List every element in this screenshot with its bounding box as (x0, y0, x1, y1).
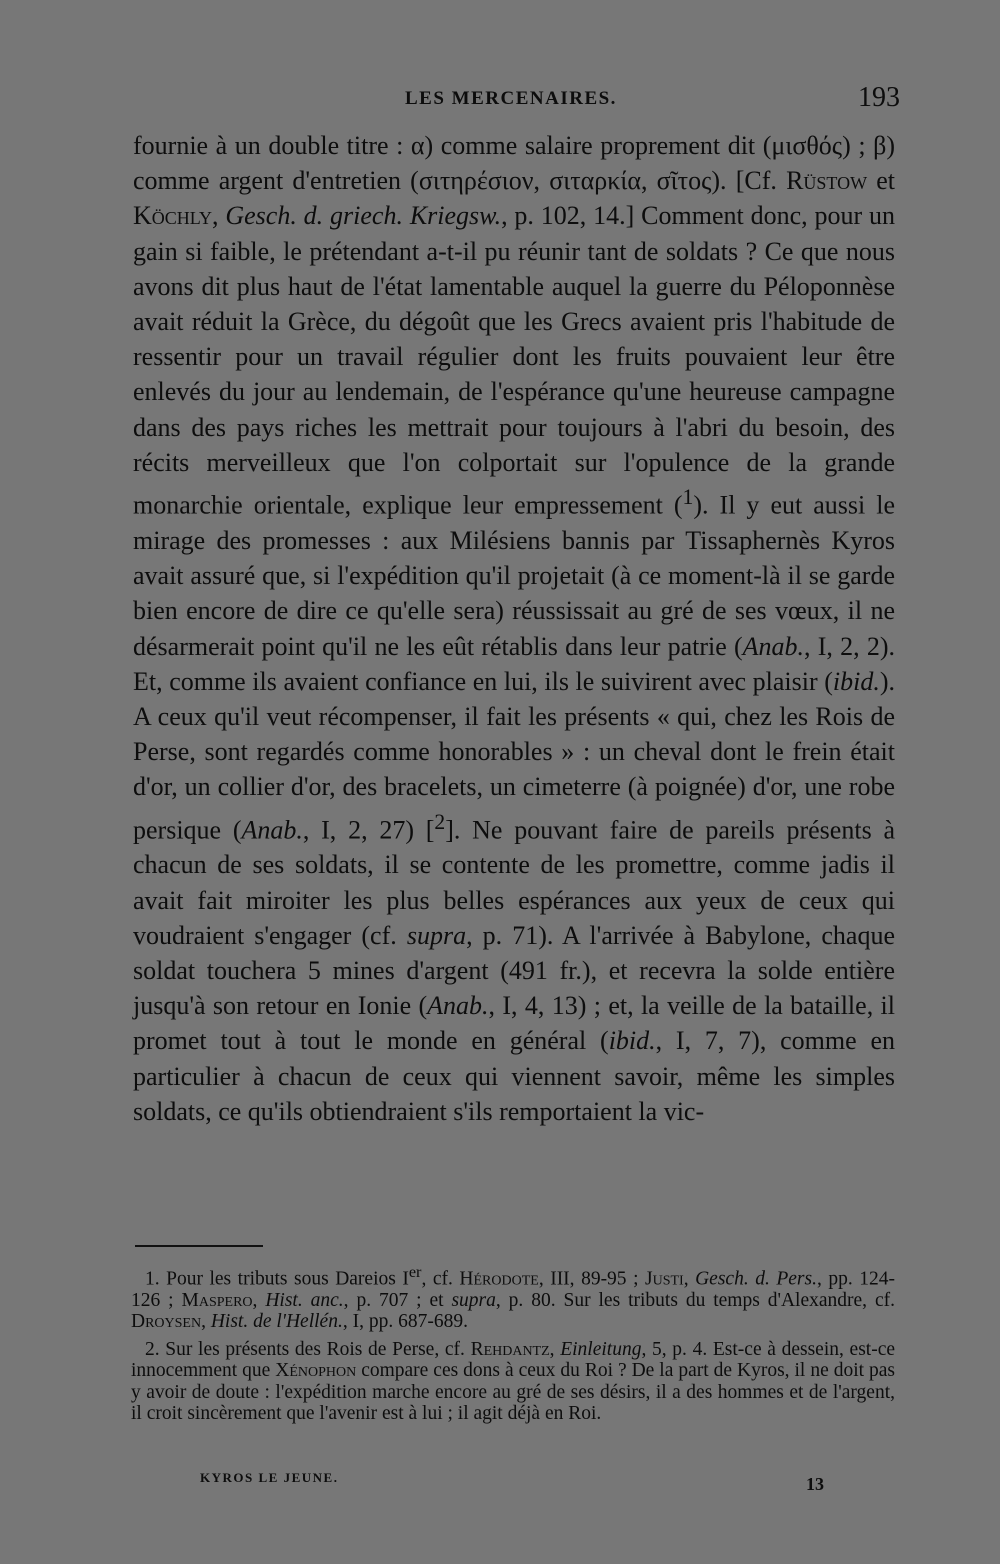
text-run: , cf. (421, 1268, 460, 1290)
text-run: , p. 80. Sur les tributs du temps d'Alexandre, cf. (495, 1289, 895, 1311)
text-run: , (252, 1289, 266, 1311)
work-title: Gesch. d. griech. Kriegsw. (225, 201, 502, 231)
work-title: ibid. (832, 666, 880, 696)
text-run: ). Il y eut aussi le mirage des promesses : aux Milésiens bannis par Tissaphernès Kyros avait assuré que, si l'expédition qu'il projetait (à ce moment-là il se garde bien encore de dire ce qu'elle sera) réussissait au gré de ses vœux, il ne désarmerait point qu'il ne les eût rétablis dans leur patrie ( (133, 490, 895, 661)
text-run: , (211, 201, 226, 231)
work-title: Hist. de l'Hellén. (210, 1310, 343, 1332)
work-title: supra (451, 1289, 496, 1311)
text-run: et (867, 166, 896, 196)
author-name: Köchly (133, 201, 212, 231)
text-run: , I, 4, 13) ; et, la veille de la bataille, il promet tout à tout le monde en général ( (133, 991, 895, 1056)
author-name: Droysen (131, 1310, 202, 1332)
sheet-number: 13 (806, 1474, 824, 1494)
page-number: 193 (858, 82, 900, 113)
footnote-divider (135, 1245, 263, 1247)
work-title: Anab. (742, 631, 805, 661)
page-header (130, 82, 900, 122)
text-run: , p. 102, 14.] Comment donc, pour un gain si faible, le prétendant a-t-il pu réunir tant de soldats ? Ce que nous avons dit plus haut de l'état lamentable auquel la guerre du Péloponnèse avait réduit la Grèce, du dégoût que les Grecs avaient pris l'habitude de ressentir pour un travail régulier dont les fruits pouvaient leur être enlevés du jour au lendemain, de l'espérance qu'une heureuse campagne dans des pays riches les mettrait pour toujours à l'abri du besoin, des récits merveilleux que l'on colportait sur l'opulence de la grande monarchie orientale, explique leur empressement ( (133, 201, 895, 520)
footnotes (131, 1262, 895, 1431)
footnote-ref: 2 (434, 809, 446, 834)
work-title: ibid. (608, 1026, 656, 1056)
text-run: , p. 707 ; et (343, 1289, 452, 1311)
text-run: , (549, 1339, 561, 1361)
text-run: ]. Ne pouvant faire de pareils présents à chacun de ses soldats, il se contente de les promettre, comme jadis il avait fait miroiter les plus belles espérances aux yeux de ceux qui voudraient s'engager (cf. (133, 815, 895, 950)
author-name: Maspero (181, 1289, 253, 1311)
footnote-2 (131, 1339, 895, 1424)
text-run: , 5, p. 4. Est-ce à dessein, est-ce innocemment que (131, 1339, 895, 1382)
work-title: Einleitung (560, 1339, 642, 1361)
running-head: LES MERCENAIRES. (405, 88, 617, 109)
work-title: Hist. anc. (265, 1289, 344, 1311)
work-title: Anab. (427, 991, 489, 1021)
text-run: , (683, 1268, 696, 1290)
footnote-1 (131, 1262, 895, 1332)
text-run: , I, pp. 687-689. (342, 1310, 468, 1332)
superscript: er (408, 1263, 422, 1281)
text-run: fournie à un double titre : α) comme salaire proprement dit (μισθός) ; β) comme argent d'entretien (σιτηρέσιον, σιταρκία, σῖτος). [Cf. (133, 131, 895, 196)
work-title: supra (406, 920, 467, 950)
author-name: Hérodote (459, 1268, 539, 1290)
text-run: , I, 7, 7), comme en particulier à chacun de ceux qui viennent savoir, même les simples soldats, ce qu'ils obtiendraient s'ils remportaient la vic- (133, 1026, 896, 1126)
text-run: 2. Sur les présents des Rois de Perse, cf. (145, 1339, 471, 1361)
author-name: Xénophon (275, 1360, 357, 1382)
author-name: Rehdantz (470, 1339, 550, 1361)
text-run: compare ces dons à ceux du Roi ? De la part de Kyros, il ne doit pas y avoir de doute : l'expédition marche encore au gré de ses désirs, il a des hommes et de l'argent, il croit sincèrement que l'avenir est à lui ; il agit déjà en Roi. (131, 1360, 895, 1424)
main-text (133, 128, 895, 1129)
text-run: , (201, 1310, 211, 1332)
text-run: ). A ceux qu'il veut récompenser, il fait les présents « qui, chez les Rois de Perse, sont regardés comme honorables » : un cheval dont le frein était d'or, un collier d'or, des bracelets, un cimeterre (à poignée) d'or, une robe persique ( (133, 666, 895, 845)
work-title: Anab. (241, 815, 303, 845)
body-paragraph (133, 128, 895, 1129)
printer-signature: KYROS LE JEUNE. (200, 1470, 339, 1485)
text-run: 1. Pour les tributs sous Dareios I (145, 1268, 409, 1290)
work-title: Gesch. d. Pers. (695, 1268, 817, 1290)
text-run: , pp. 124-126 ; (131, 1268, 895, 1311)
text-run: , III, 89-95 ; (538, 1268, 645, 1290)
text-run: , I, 2, 27) [ (302, 815, 435, 845)
author-name: Justi (645, 1268, 684, 1290)
text-run: , p. 71). A l'arrivée à Babylone, chaque soldat touchera 5 mines d'argent (491 fr.), et recevra la solde entière jusqu'à son retour en Ionie ( (133, 920, 895, 1021)
author-name: Rüstow (786, 166, 868, 196)
footnote-ref: 1 (682, 485, 694, 510)
text-run: , I, 2, 2). Et, comme ils avaient confiance en lui, ils le suivirent avec plaisir ( (133, 631, 895, 696)
